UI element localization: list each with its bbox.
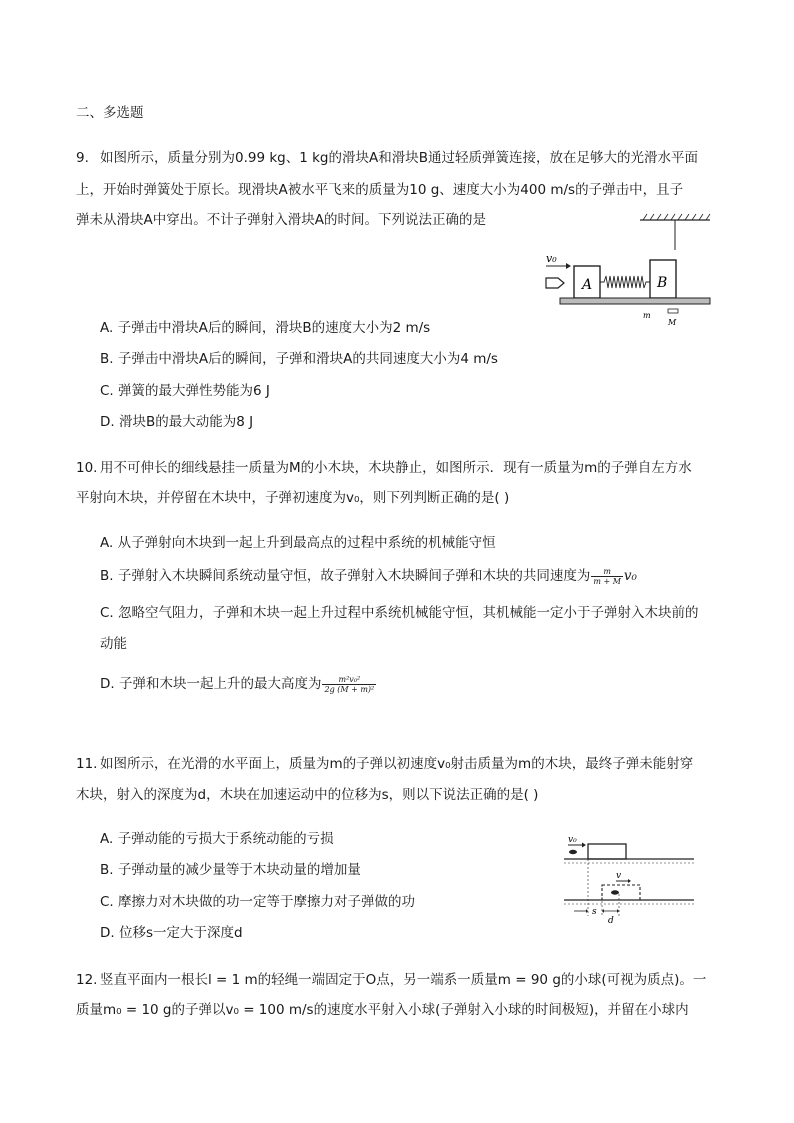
d-label: d [608,916,614,924]
question-text: 如图所示，在光滑的水平面上，质量为m的子弹以初速度v₀射击质量为m的木块，最终子弹未能射穿 [100,756,694,772]
question-number: 11. [76,756,98,772]
question-text: 如图所示，质量分别为0.99 kg、1 kg的滑块A和滑块B通过轻质弹簧连接，放在足够大的光滑水平面 [100,150,699,166]
bullet-block-figure [560,832,700,924]
spring [600,276,650,288]
question-number: 9. [76,150,89,166]
option-a: A. 从子弹射向木块到一起上升到最高点的过程中系统的机械能守恒 [100,535,496,551]
block-initial [588,844,626,859]
question-text: 上，开始时弹簧处于原长。现滑块A被水平飞来的质量为10 g、速度大小为400 m/s的子弹击中，且子 [76,182,684,198]
question-text: 竖直平面内一根长l = 1 m的轻绳一端固定于O点，另一端系一质量m = 90 g的小球(可视为质点)。一 [100,972,707,988]
option-d: D. 位移s一定大于深度d [100,925,243,941]
question-number: 10. [76,460,98,476]
option-d: D. 滑块B的最大动能为8 J [100,414,254,430]
v0-label: v₀ [546,252,557,265]
block-a-label: A [582,277,593,293]
section-title: 二、多选题 [76,105,144,121]
question-text: 用不可伸长的细线悬挂一质量为M的小木块，木块静止，如图所示．现有一质量为m的子弹自左方水 [100,460,692,476]
question-text: 弹未从滑块A中穿出。不计子弹射入滑块A的时间。下列说法正确的是 [76,212,486,228]
option-c-cont: 动能 [100,636,127,652]
option-b: B. 子弹动量的减少量等于木块动量的增加量 [100,862,361,878]
question-text: 平射向木块，并停留在木块中，子弹初速度为v₀，则下列判断正确的是( ) [76,490,510,506]
v0-label: v₀ [568,835,577,845]
option-c: C. 摩擦力对木块做的功一定等于摩擦力对子弹做的功 [100,894,416,910]
question-number: 12. [76,972,98,988]
option-b: B. 子弹击中滑块A后的瞬间，子弹和滑块A的共同速度大小为4 m/s [100,351,498,367]
v-label: v [616,871,622,881]
block-final [602,885,640,900]
block-b-label: B [657,275,668,291]
option-c: C. 忽略空气阻力，子弹和木块一起上升过程中系统机械能守恒，其机械能一定小于子弹射入木块前的 [100,605,699,621]
option-a: A. 子弹击中滑块A后的瞬间，滑块B的速度大小为2 m/s [100,320,431,336]
option-d: D. 子弹和木块一起上升的最大高度为 $\frac{\text{m²v₀²}}{\text{2g (M + m)²}}$ [100,674,375,694]
question-text: 木块，射入的深度为d，木块在加速运动中的位移为s，则以下说法正确的是( ) [76,787,539,803]
spring-blocks-figure [540,210,720,332]
option-a: A. 子弹动能的亏损大于系统动能的亏损 [100,831,334,847]
question-text: 质量m₀ = 10 g的子弹以v₀ = 100 m/s的速度水平射入小球(子弹射入小球的时间极短)，并留在小球内 [76,1002,689,1018]
option-b: B. 子弹射入木块瞬间系统动量守恒，故子弹射入木块瞬间子弹和木块的共同速度为 $\frac{m}{m + M}$ v₀ [100,566,637,586]
m-label: m [643,311,651,320]
option-c: C. 弹簧的最大弹性势能为6 J [100,383,270,399]
s-label: s [592,907,597,917]
M-label: M [668,318,677,327]
